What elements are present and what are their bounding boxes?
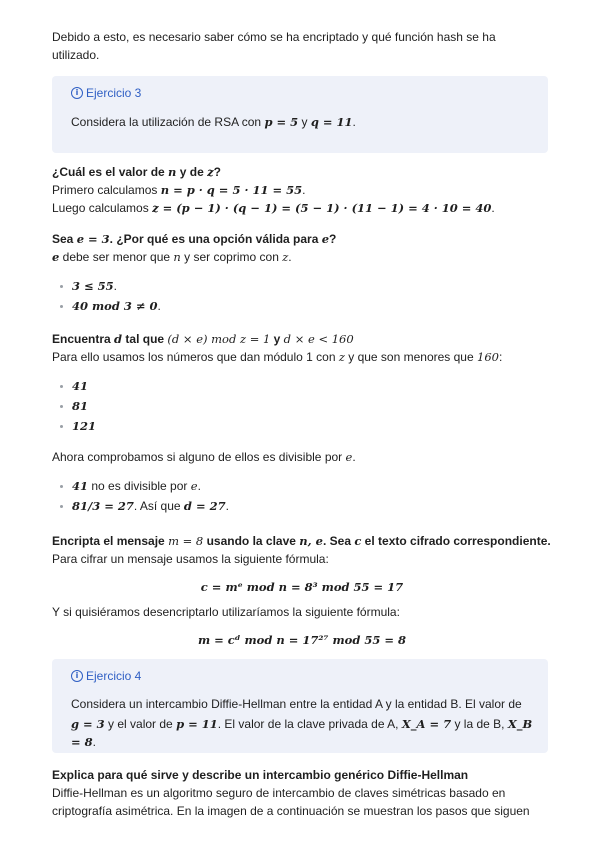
question-4-line-2: Y si quisiéramos desencriptarlo utilizaríamos la siguiente fórmula: xyxy=(52,605,400,619)
exercise-4-callout xyxy=(52,659,548,753)
question-4 xyxy=(52,532,552,649)
question-1-line-1: Primero calculamos n = p · q = 5 · 11 = 55. xyxy=(52,183,306,197)
question-2-list xyxy=(52,276,552,316)
question-3-line: Para ello usamos los números que dan módulo 1 con z y que son menores que 160: xyxy=(52,350,503,364)
question-3 xyxy=(52,330,552,516)
question-5 xyxy=(52,766,552,820)
exercise-3-title: i Ejercicio 3 xyxy=(71,84,141,102)
question-5-line-2: criptografía asimétrica. En la imagen de a continuación se muestran los pasos que siguen xyxy=(52,804,530,818)
question-3-heading: Encuentra d tal que (d × e) mod z = 1 y d × e < 160 xyxy=(52,332,354,346)
question-1-heading: ¿Cuál es el valor de n y de z? xyxy=(52,165,221,179)
question-2 xyxy=(52,230,552,316)
question-2-heading: Sea e = 3. ¿Por qué es una opción válida para e? xyxy=(52,232,337,246)
exercise-4-body: Considera un intercambio Diffie-Hellman entre la entidad A y la entidad B. El valor de g = 3 y el valor de p = 11. El valor de la clave privada de A, X_A = 7 y la de B, X_B = 8. xyxy=(71,697,533,749)
list-item: 41 no es divisible por e. xyxy=(52,476,552,496)
question-5-line-1: Diffie-Hellman es un algoritmo seguro de intercambio de claves simétricas basado en xyxy=(52,786,506,800)
question-1-line-2: Luego calculamos z = (p − 1) · (q − 1) = (5 − 1) · (11 − 1) = 4 · 10 = 40. xyxy=(52,201,495,215)
decrypt-formula: m = cᵈ mod n = 17²⁷ mod 55 = 8 xyxy=(197,633,407,647)
encrypt-formula: c = mᵉ mod n = 8³ mod 55 = 17 xyxy=(200,580,404,594)
intro-paragraph: Debido a esto, es necesario saber cómo se ha encriptado y qué función hash se ha utilizado. xyxy=(52,30,496,62)
question-3-check-line: Ahora comprobamos si alguno de ellos es divisible por e. xyxy=(52,450,356,464)
list-item: 81/3 = 27. Así que d = 27. xyxy=(52,496,552,516)
list-item: 81 xyxy=(52,396,552,416)
question-4-line-1: Para cifrar un mensaje usamos la siguiente fórmula: xyxy=(52,552,329,566)
question-2-line: e debe ser menor que n y ser coprimo con z. xyxy=(52,250,292,264)
question-3-candidates xyxy=(52,376,552,436)
question-1 xyxy=(52,163,552,217)
question-5-heading: Explica para qué sirve y describe un intercambio genérico Diffie-Hellman xyxy=(52,768,469,782)
info-circle-icon: i xyxy=(71,87,83,99)
info-circle-icon: i xyxy=(71,670,83,682)
question-3-results xyxy=(52,476,552,516)
question-4-heading: Encripta el mensaje m = 8 usando la clave n, e. Sea c el texto cifrado correspondiente. xyxy=(52,534,551,548)
list-item: 121 xyxy=(52,416,552,436)
list-item: 3 ≤ 55. xyxy=(52,276,552,296)
exercise-4-title: i Ejercicio 4 xyxy=(71,667,141,685)
list-item: 41 xyxy=(52,376,552,396)
list-item: 40 mod 3 ≠ 0. xyxy=(52,296,552,316)
exercise-3-body: Considera la utilización de RSA con p = 5 y q = 11. xyxy=(71,115,356,129)
exercise-3-callout xyxy=(52,76,548,153)
